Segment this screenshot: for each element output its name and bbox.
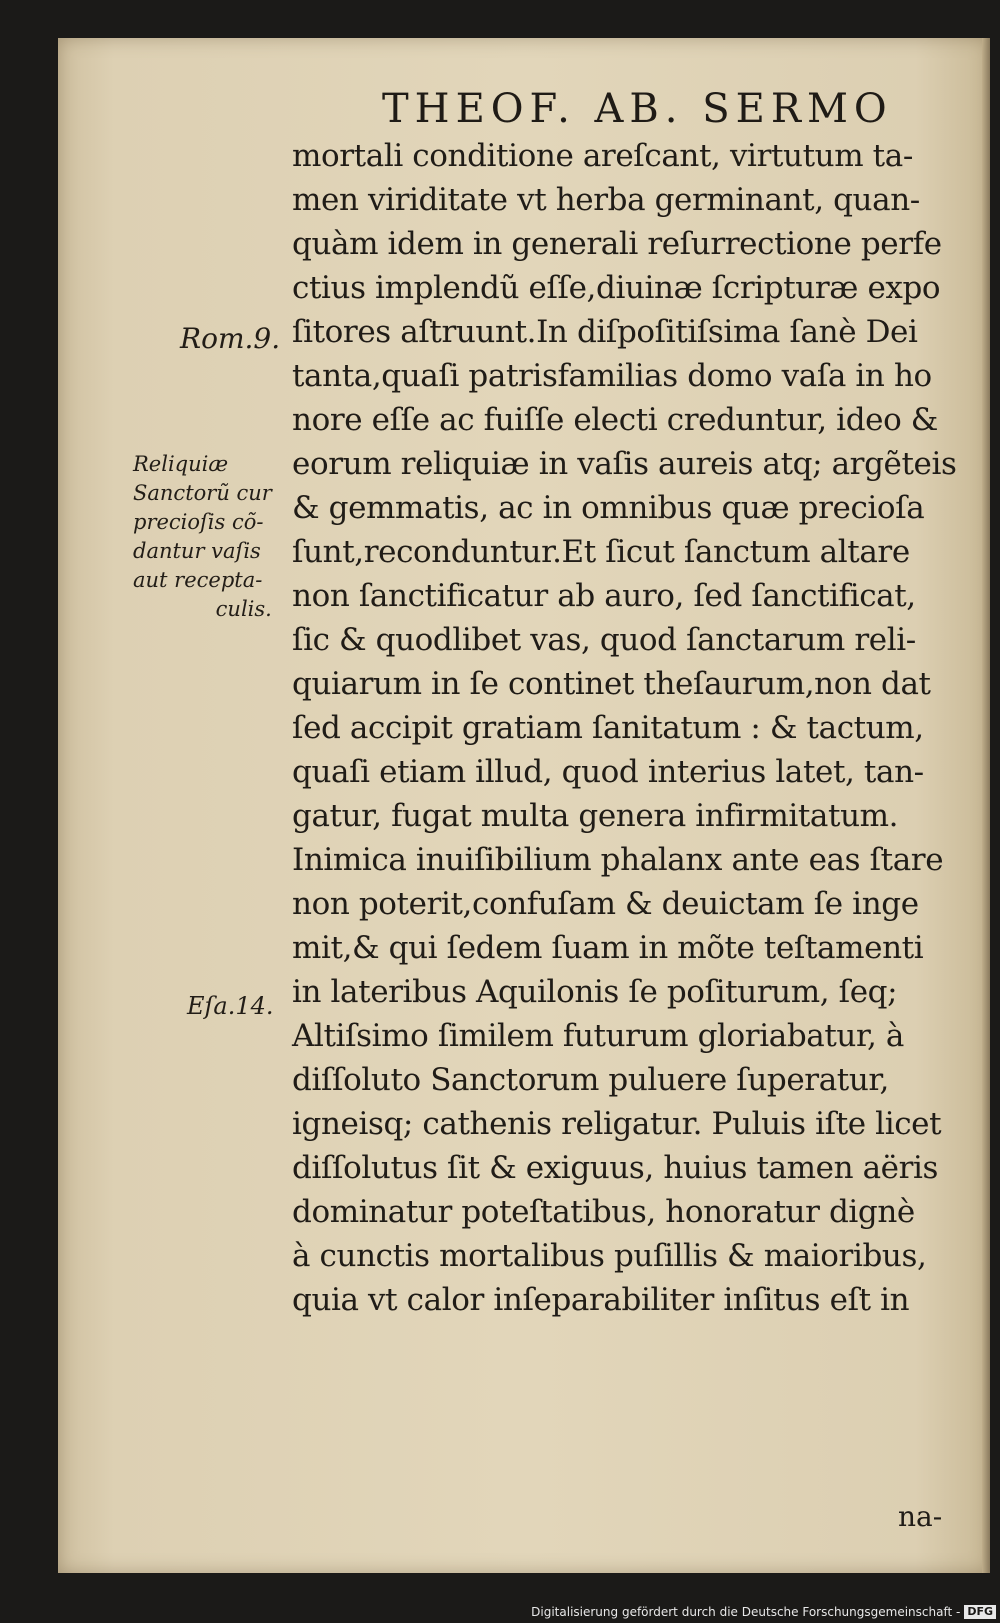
text-line: nore eſſe ac fuiſſe electi creduntur, ideo & <box>292 402 938 438</box>
margin-note-line: aut recepta- <box>133 568 263 592</box>
text-line: ſed accipit gratiam ſanitatum : & tactum, <box>292 710 924 746</box>
margin-note-line: Reliquiæ <box>133 452 229 476</box>
text-line: ſunt,reconduntur.Et ſicut ſanctum altare <box>292 534 910 570</box>
text-line: quiarum in ſe continet theſaurum,non dat <box>292 666 931 702</box>
margin-note-reliquiae <box>133 450 272 624</box>
margin-note-line: precioſis cõ- <box>133 510 264 534</box>
text-line: non ſanctificatur ab auro, ſed ſanctificat, <box>292 578 916 614</box>
text-line: igneisq; cathenis religatur. Puluis iſte licet <box>292 1106 942 1142</box>
text-line: gatur, fugat multa genera infirmitatum. <box>292 798 899 834</box>
text-line: men viriditate vt herba germinant, quan- <box>292 182 920 218</box>
text-line: & gemmatis, ac in omnibus quæ precioſa <box>292 490 925 526</box>
footer-credit: Digitalisierung gefördert durch die Deutsche Forschungsgemeinschaft - <box>531 1605 961 1619</box>
text-line: quaſi etiam illud, quod interius latet, tan- <box>292 754 924 790</box>
catchword: na- <box>898 1500 943 1533</box>
page-spine-edge <box>982 38 990 1573</box>
text-line: mortali conditione areſcant, virtutum ta- <box>292 138 913 174</box>
text-line: diſſolutus ſit & exiguus, huius tamen aëris <box>292 1150 939 1186</box>
text-line: dominatur poteſtatibus, honoratur dignè <box>292 1194 915 1230</box>
text-line: Altiſsimo ſimilem futurum gloriabatur, à <box>292 1018 904 1054</box>
margin-note-esa: Eſa.14. <box>187 992 274 1020</box>
margin-note-line: Sanctorũ cur <box>133 481 272 505</box>
body-text <box>292 134 957 1322</box>
text-line: diſſoluto Sanctorum puluere ſuperatur, <box>292 1062 889 1098</box>
text-line: in lateribus Aquilonis ſe poſiturum, ſeq; <box>292 974 898 1010</box>
text-line: ſitores aſtruunt.In diſpoſitiſsima ſanè Dei <box>292 314 918 350</box>
text-line: ctius implendũ eſſe,diuinæ ſcripturæ expo <box>292 270 941 306</box>
text-line: non poterit,confuſam & deuictam ſe inge <box>292 886 919 922</box>
text-line: tanta,quaſi patrisfamilias domo vaſa in ho <box>292 358 932 394</box>
text-line: ſic & quodlibet vas, quod ſanctarum reli- <box>292 622 916 658</box>
running-header: THEOF. AB. SERMO <box>382 86 893 132</box>
margin-note-line: dantur vaſis <box>133 539 261 563</box>
text-line: quàm idem in generali reſurrectione perfe <box>292 226 942 262</box>
text-line: Inimica inuiſibilium phalanx ante eas ſtare <box>292 842 944 878</box>
margin-note-line: culis. <box>215 597 272 621</box>
text-line: à cunctis mortalibus puſillis & maioribus, <box>292 1238 927 1274</box>
text-line: quia vt calor inſeparabiliter inſitus eſt in <box>292 1282 910 1318</box>
digitization-footer <box>531 1603 996 1621</box>
margin-note-rom: Rom.9. <box>180 322 281 355</box>
text-line: eorum reliquiæ in vaſis aureis atq; argẽteis <box>292 446 957 482</box>
dfg-logo-icon: DFG <box>964 1605 996 1619</box>
text-line: mit,& qui ſedem ſuam in mõte teſtamenti <box>292 930 924 966</box>
